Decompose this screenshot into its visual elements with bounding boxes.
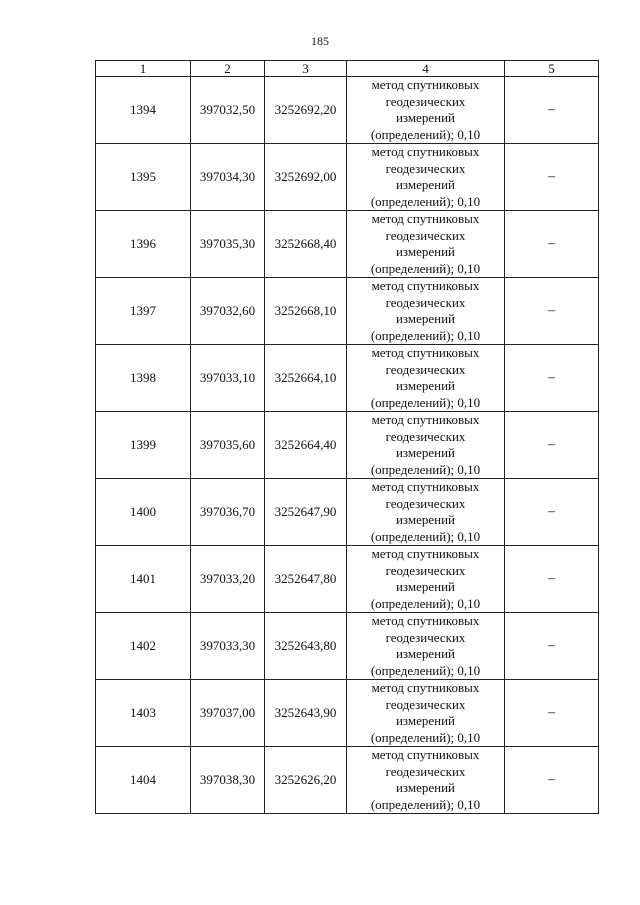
method-line: метод спутниковых bbox=[371, 77, 480, 92]
point-number-cell: 1398 bbox=[96, 345, 191, 412]
method-line: измерений bbox=[395, 244, 456, 259]
method-line: (определений); 0,10 bbox=[370, 193, 481, 209]
method-line: геодезических bbox=[385, 562, 466, 578]
point-number-cell: 1401 bbox=[96, 546, 191, 613]
method-line: геодезических bbox=[385, 696, 466, 712]
coordinate-x-cell: 397032,60 bbox=[191, 278, 265, 345]
method-line: геодезических bbox=[385, 361, 466, 377]
method-cell bbox=[347, 278, 505, 345]
table-row bbox=[96, 211, 599, 278]
coordinate-y-cell: 3252692,20 bbox=[265, 77, 347, 144]
method-line: измерений bbox=[395, 579, 456, 594]
note-cell: – bbox=[505, 144, 599, 211]
method-line: геодезических bbox=[385, 629, 466, 645]
method-cell bbox=[347, 345, 505, 412]
table-row bbox=[96, 613, 599, 680]
note-cell: – bbox=[505, 211, 599, 278]
method-cell bbox=[347, 144, 505, 211]
method-line: геодезических bbox=[385, 495, 466, 511]
method-line: геодезических bbox=[385, 763, 466, 779]
point-number-cell: 1400 bbox=[96, 479, 191, 546]
table-row bbox=[96, 77, 599, 144]
method-line: (определений); 0,10 bbox=[370, 729, 481, 745]
point-number-cell: 1395 bbox=[96, 144, 191, 211]
coordinate-y-cell: 3252668,10 bbox=[265, 278, 347, 345]
coordinate-y-cell: 3252626,20 bbox=[265, 747, 347, 814]
header-col-4: 4 bbox=[347, 61, 505, 77]
method-cell bbox=[347, 747, 505, 814]
table-body bbox=[96, 77, 599, 814]
method-line: измерений bbox=[395, 512, 456, 527]
coordinate-x-cell: 397036,70 bbox=[191, 479, 265, 546]
note-cell: – bbox=[505, 479, 599, 546]
note-cell: – bbox=[505, 412, 599, 479]
header-col-1: 1 bbox=[96, 61, 191, 77]
method-line: геодезических bbox=[385, 428, 466, 444]
coordinate-x-cell: 397037,00 bbox=[191, 680, 265, 747]
method-line: измерений bbox=[395, 110, 456, 125]
header-col-2: 2 bbox=[191, 61, 265, 77]
table-row bbox=[96, 546, 599, 613]
method-line: (определений); 0,10 bbox=[370, 126, 481, 142]
coordinate-x-cell: 397033,20 bbox=[191, 546, 265, 613]
method-line: (определений); 0,10 bbox=[370, 394, 481, 410]
point-number-cell: 1399 bbox=[96, 412, 191, 479]
table-header-row bbox=[96, 61, 599, 77]
method-line: измерений bbox=[395, 646, 456, 661]
point-number-cell: 1397 bbox=[96, 278, 191, 345]
coordinate-y-cell: 3252647,90 bbox=[265, 479, 347, 546]
coordinate-x-cell: 397035,60 bbox=[191, 412, 265, 479]
method-cell bbox=[347, 211, 505, 278]
method-line: (определений); 0,10 bbox=[370, 796, 481, 812]
coordinate-x-cell: 397034,30 bbox=[191, 144, 265, 211]
method-line: метод спутниковых bbox=[371, 546, 480, 561]
point-number-cell: 1394 bbox=[96, 77, 191, 144]
coordinate-y-cell: 3252692,00 bbox=[265, 144, 347, 211]
method-line: метод спутниковых bbox=[371, 747, 480, 762]
note-cell: – bbox=[505, 613, 599, 680]
method-line: (определений); 0,10 bbox=[370, 260, 481, 276]
table-row bbox=[96, 680, 599, 747]
method-line: (определений); 0,10 bbox=[370, 528, 481, 544]
table-row bbox=[96, 278, 599, 345]
coordinate-x-cell: 397033,10 bbox=[191, 345, 265, 412]
coordinate-x-cell: 397038,30 bbox=[191, 747, 265, 814]
method-cell bbox=[347, 77, 505, 144]
header-col-3: 3 bbox=[265, 61, 347, 77]
point-number-cell: 1404 bbox=[96, 747, 191, 814]
method-line: метод спутниковых bbox=[371, 345, 480, 360]
method-line: геодезических bbox=[385, 227, 466, 243]
method-line: измерений bbox=[395, 378, 456, 393]
table-row bbox=[96, 747, 599, 814]
table-row bbox=[96, 144, 599, 211]
method-cell bbox=[347, 546, 505, 613]
coordinate-y-cell: 3252647,80 bbox=[265, 546, 347, 613]
point-number-cell: 1402 bbox=[96, 613, 191, 680]
coordinate-y-cell: 3252664,40 bbox=[265, 412, 347, 479]
coordinate-y-cell: 3252664,10 bbox=[265, 345, 347, 412]
method-line: метод спутниковых bbox=[371, 412, 480, 427]
method-line: (определений); 0,10 bbox=[370, 461, 481, 477]
coordinate-y-cell: 3252643,80 bbox=[265, 613, 347, 680]
coordinate-x-cell: 397033,30 bbox=[191, 613, 265, 680]
table-row bbox=[96, 412, 599, 479]
note-cell: – bbox=[505, 77, 599, 144]
method-line: геодезических bbox=[385, 93, 466, 109]
method-cell bbox=[347, 613, 505, 680]
header-col-5: 5 bbox=[505, 61, 599, 77]
coordinate-x-cell: 397035,30 bbox=[191, 211, 265, 278]
page-number: 185 bbox=[311, 34, 329, 48]
note-cell: – bbox=[505, 747, 599, 814]
method-cell bbox=[347, 479, 505, 546]
method-line: (определений); 0,10 bbox=[370, 595, 481, 611]
note-cell: – bbox=[505, 278, 599, 345]
method-line: измерений bbox=[395, 713, 456, 728]
note-cell: – bbox=[505, 546, 599, 613]
table-row bbox=[96, 345, 599, 412]
coordinate-y-cell: 3252668,40 bbox=[265, 211, 347, 278]
method-line: геодезических bbox=[385, 294, 466, 310]
note-cell: – bbox=[505, 680, 599, 747]
table-row bbox=[96, 479, 599, 546]
method-line: измерений bbox=[395, 311, 456, 326]
method-line: (определений); 0,10 bbox=[370, 662, 481, 678]
method-line: метод спутниковых bbox=[371, 613, 480, 628]
method-line: метод спутниковых bbox=[371, 680, 480, 695]
coordinate-y-cell: 3252643,90 bbox=[265, 680, 347, 747]
method-line: метод спутниковых bbox=[371, 278, 480, 293]
point-number-cell: 1396 bbox=[96, 211, 191, 278]
coordinate-x-cell: 397032,50 bbox=[191, 77, 265, 144]
method-line: метод спутниковых bbox=[371, 144, 480, 159]
method-line: (определений); 0,10 bbox=[370, 327, 481, 343]
method-line: измерений bbox=[395, 445, 456, 460]
method-line: измерений bbox=[395, 177, 456, 192]
point-number-cell: 1403 bbox=[96, 680, 191, 747]
method-cell bbox=[347, 680, 505, 747]
note-cell: – bbox=[505, 345, 599, 412]
method-line: метод спутниковых bbox=[371, 211, 480, 226]
method-cell bbox=[347, 412, 505, 479]
coordinates-table bbox=[95, 60, 599, 814]
method-line: метод спутниковых bbox=[371, 479, 480, 494]
method-line: измерений bbox=[395, 780, 456, 795]
method-line: геодезических bbox=[385, 160, 466, 176]
